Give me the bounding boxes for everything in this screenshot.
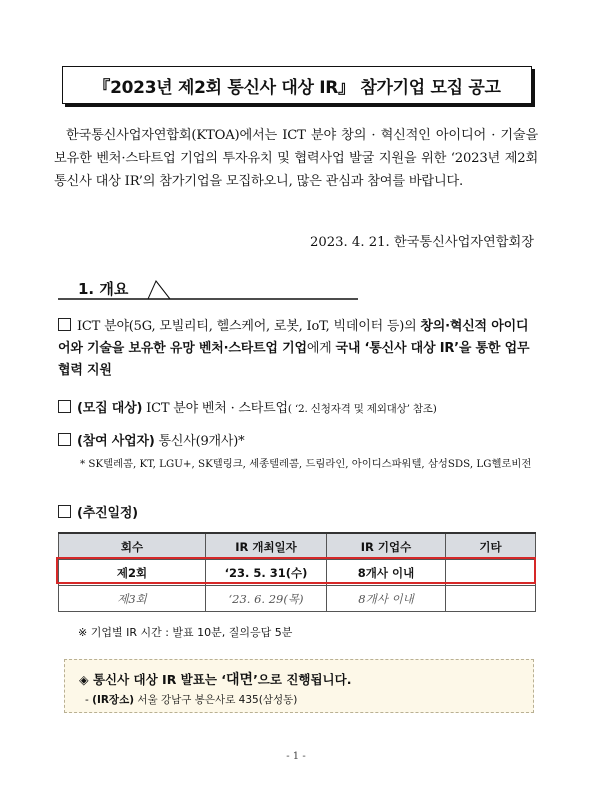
purpose-text-mid: 에게: [306, 341, 336, 356]
participants-label: (참여 사업자): [77, 434, 155, 449]
notice-title: [62, 66, 532, 104]
participants-note: * SK텔레콤, KT, LGU+, SK텔링크, 세종텔레콤, 드림라인, 아이디스파워텔, 삼성SDS, LG헬로비전: [80, 458, 532, 470]
participants-text: 통신사(9개사)*: [154, 434, 245, 449]
cell-round: 제3회: [59, 586, 206, 612]
overview-item-target: [58, 398, 437, 420]
cell-count: 8개사 이내: [327, 560, 446, 586]
date-signature: 2023. 4. 21. 한국통신사업자연합회장: [309, 235, 534, 250]
callout-pre: ◈ 통신사 대상 IR 발표는 ‘: [79, 672, 226, 687]
page-number: - 1 -: [286, 751, 306, 762]
cell-count: 8개사 이내: [327, 586, 446, 612]
cell-etc: [446, 586, 536, 612]
highlight-box: [56, 557, 536, 584]
ir-time-footnote: ※ 기업별 IR 시간 : 발표 10분, 질의응답 5분: [78, 626, 293, 639]
section-heading-label: 1. 개요: [78, 280, 129, 298]
table-row: [59, 586, 536, 612]
target-text: ICT 분야 벤처 · 스타트업: [142, 401, 288, 416]
callout-venue: [85, 692, 297, 707]
callout-post: ’으로 진행됩니다.: [253, 672, 352, 687]
target-label: (모집 대상): [77, 401, 143, 416]
venue-address: 서울 강남구 봉은사로 435(삼성동): [134, 694, 298, 706]
cell-round: 제2회: [59, 560, 206, 586]
col-header-date: IR 개최일자: [206, 533, 327, 560]
intro-paragraph: 한국통신사업자연합회(KTOA)에서는 ICT 분야 창의 · 혁신적인 아이디어 · 기술을 보유한 벤처·스타트업 기업의 투자유치 및 협력사업 발굴 지원을 위한 ‘2023년 제2회 통신사 대상 IR’의 참가기업을 모집하오니, 많은 관심과 참여를 바랍니다.: [54, 128, 538, 189]
callout-emphasis: 대면: [226, 672, 254, 688]
col-header-etc: 기타: [446, 533, 536, 560]
venue-dash: -: [85, 694, 93, 706]
callout-headline: [79, 669, 351, 689]
purpose-text-bold2: 국내 ‘통신사 대상 IR’을 통한 업무협력 지원: [58, 341, 530, 378]
section-heading-overview: [58, 273, 358, 301]
overview-item-purpose: [58, 316, 538, 382]
overview-item-participants: [58, 431, 244, 453]
schedule-label: (추진일정): [77, 506, 138, 521]
target-reference: ( ‘2. 신청자격 및 제외대상’ 참조): [287, 403, 437, 415]
purpose-text-bold1: 창의·혁신적 아이디어와 기술을 보유한 유망 벤처·스타트업 기업: [58, 319, 529, 356]
callout-box: [64, 659, 534, 713]
table-header-row: [59, 533, 536, 560]
purpose-text-pre: ICT 분야(5G, 모빌리티, 헬스케어, 로봇, IoT, 빅데이터 등)의: [77, 319, 421, 334]
checkbox-bullet: [58, 318, 71, 331]
checkbox-bullet: [58, 433, 71, 446]
checkbox-bullet: [58, 400, 71, 413]
cell-date: ‘23. 5. 31(수): [206, 560, 327, 586]
notice-title-text: 『2023년 제2회 통신사 대상 IR』 참가기업 모집 공고: [93, 77, 501, 98]
overview-item-schedule: [58, 503, 138, 525]
col-header-count: IR 기업수: [327, 533, 446, 560]
cell-date: ‘23. 6. 29(목): [206, 586, 327, 612]
checkbox-bullet: [58, 505, 71, 518]
venue-label: (IR장소): [92, 694, 135, 706]
col-header-round: 회수: [59, 533, 206, 560]
